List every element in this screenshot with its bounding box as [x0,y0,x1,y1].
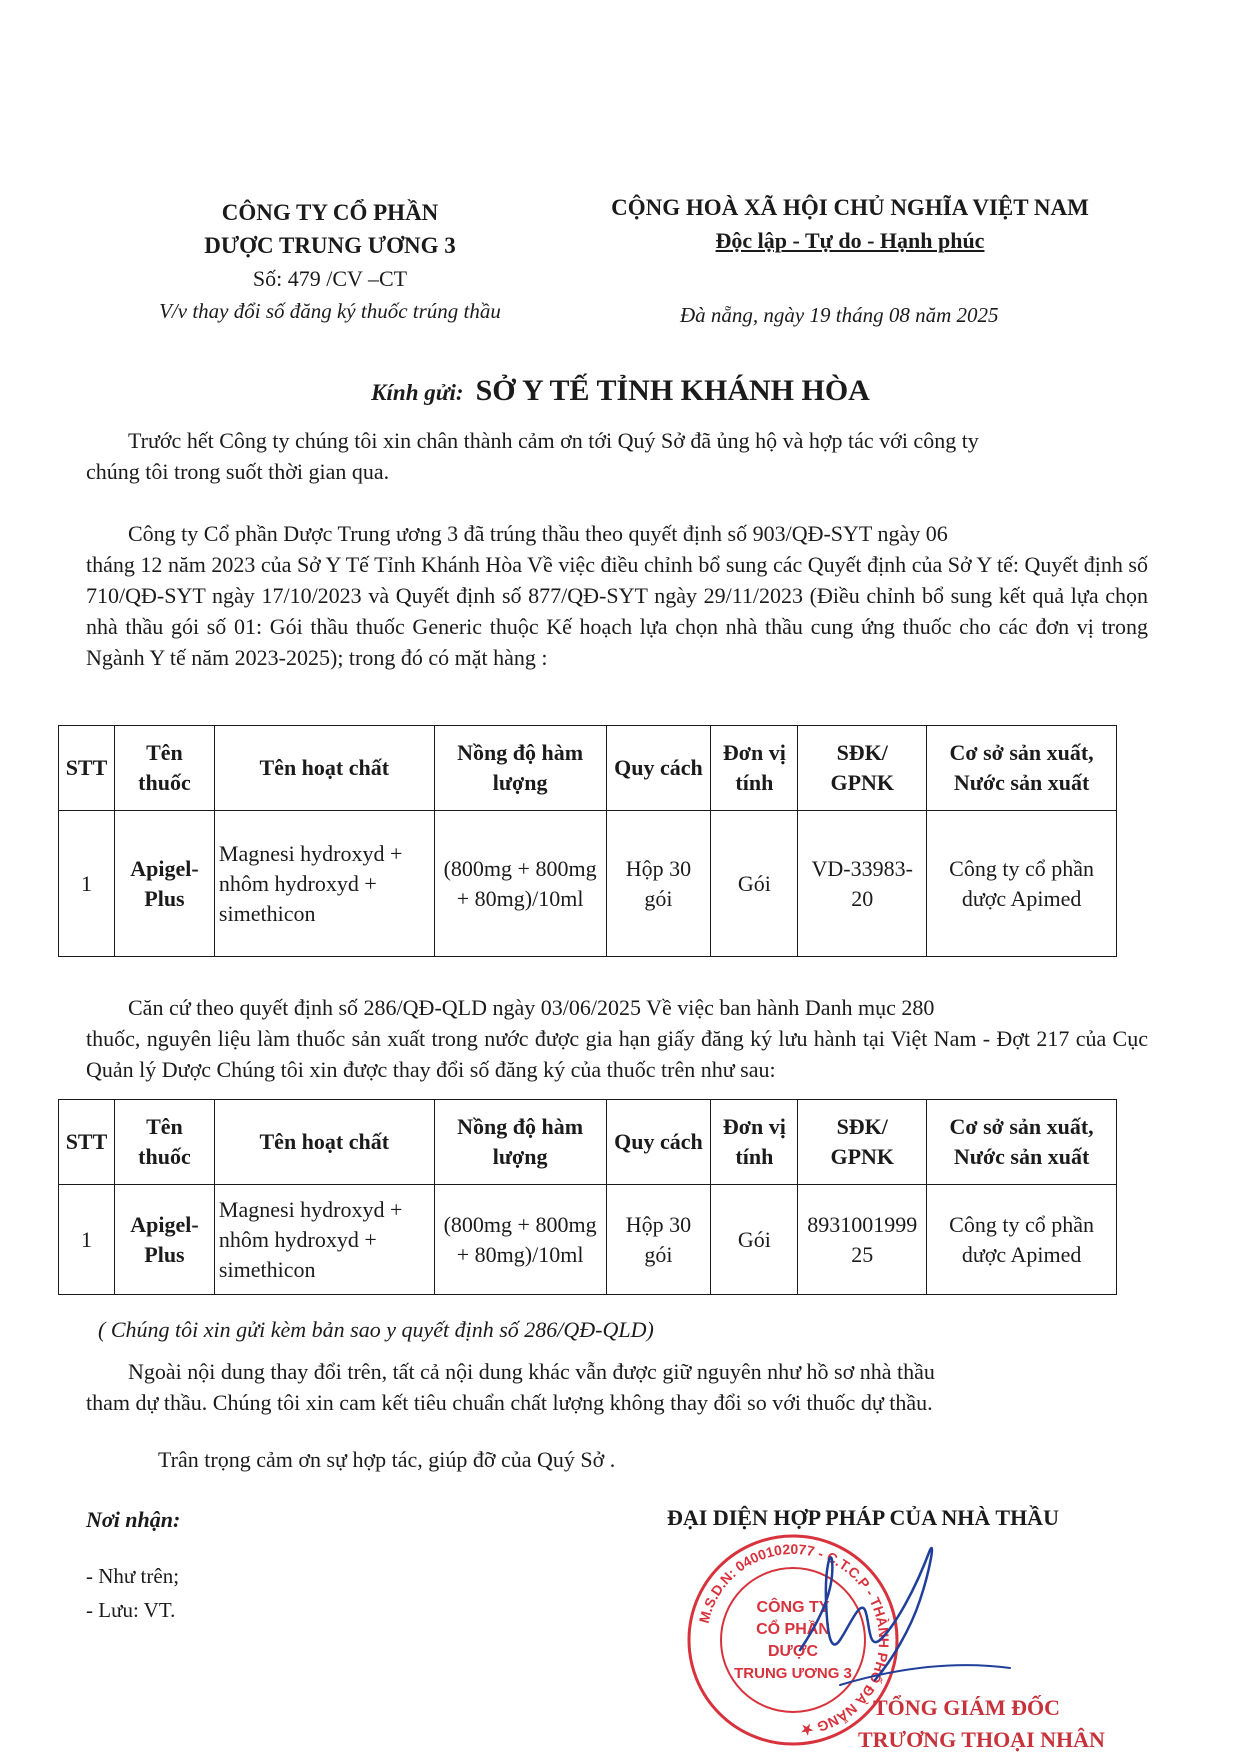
signer-position: TỔNG GIÁM ĐỐC [873,1695,1060,1720]
cell-maker: Công ty cổ phần dược Apimed [927,811,1117,957]
cell-pack: Hộp 30 gói [606,1185,711,1295]
cell-strength: (800mg + 800mg + 80mg)/10ml [434,811,606,957]
cell-stt: 1 [59,1185,115,1295]
col-strength: Nồng độ hàm lượng [434,1100,606,1185]
paragraph-text: tham dự thầu. Chúng tôi xin cam kết tiêu chuẩn chất lượng không thay đổi so với thuốc dự thầu. [86,1390,933,1415]
national-header [585,191,1115,257]
col-unit: Đơn vị tính [711,1100,798,1185]
drug-table-updated [58,1099,1117,1295]
col-unit: Đơn vị tính [711,726,798,811]
republic-title: CỘNG HOÀ XÃ HỘI CHỦ NGHĨA VIỆT NAM [611,195,1089,220]
greeting [0,374,1241,408]
col-maker: Cơ sở sản xuất, Nước sản xuất [927,726,1117,811]
paragraph-text: tháng 12 năm 2023 của Sở Y Tế Tỉnh Khánh Hòa Về việc điều chỉnh bổ sung các Quyết định của Sở Y tế: Quyết định số 710/QĐ-SYT ngày 17/10/2023 và Quyết định số 877/QĐ-SYT ngày 29/11/2023 (Điều chỉnh bổ sung kết quả lựa chọn nhà thầu gói số 01: Gói thầu thuốc Generic thuộc Kế hoạch lựa chọn nhà thầu cung ứng thuốc cho các đơn vị trong Ngành Y tế năm 2023-2025); trong đó có mặt hàng : [86,552,1148,670]
cell-name: Apigel-Plus [114,811,214,957]
paragraph-line: Trước hết Công ty chúng tôi xin chân thành cảm ơn tới Quý Sở đã ủng hộ và hợp tác với công ty [128,428,979,453]
paragraph-line: Trân trọng cảm ơn sự hợp tác, giúp đỡ của Quý Sở . [158,1447,616,1472]
col-pack: Quy cách [606,1100,711,1185]
recipient-item: - Lưu: VT. [86,1598,176,1622]
col-ingredient: Tên hoạt chất [214,726,434,811]
paragraph-closing [86,1444,1148,1475]
col-ingredient: Tên hoạt chất [214,1100,434,1185]
table-row [59,811,1117,957]
col-name: Tên thuốc [114,1100,214,1185]
representative-title: ĐẠI DIỆN HỢP PHÁP CỦA NHÀ THẦU [667,1505,1059,1530]
paragraph-tender [86,518,1148,673]
cell-ingredient: Magnesi hydroxyd + nhôm hydroxyd + simethicon [214,811,434,957]
svg-text:M.S.D.N: 0400102077 - C.T.C.P: M.S.D.N: 0400102077 - C.T.C.P - THÀNH PHỐ ĐÀ NẴNG ★ [695,1540,893,1739]
paragraph-decision [86,992,1148,1085]
recipients-title: Nơi nhận: [86,1507,181,1532]
cell-pack: Hộp 30 gói [606,811,711,957]
paragraph-line: Ngoài nội dung thay đổi trên, tất cả nội dung khác vẫn được giữ nguyên như hồ sơ nhà thầu [128,1359,935,1384]
svg-text:DƯỢC: DƯỢC [767,1643,819,1660]
handwritten-signature-icon [780,1530,1030,1690]
cell-maker: Công ty cổ phần dược Apimed [927,1185,1117,1295]
cell-unit: Gói [711,1185,798,1295]
table-header-row [59,1100,1117,1185]
svg-text:CỔ PHẦN: CỔ PHẦN [756,1621,830,1638]
recipient-item: - Như trên; [86,1564,180,1588]
svg-text:TRUNG ƯƠNG 3: TRUNG ƯƠNG 3 [734,1665,852,1682]
signer-name: TRƯƠNG THOẠI NHÂN [858,1727,1105,1752]
col-stt: STT [59,1100,115,1185]
paragraph-thanks [86,425,1148,487]
svg-text:CÔNG TY: CÔNG TY [756,1599,830,1616]
cell-name: Apigel-Plus [114,1185,214,1295]
col-pack: Quy cách [606,726,711,811]
cell-reg: 893100199925 [798,1185,927,1295]
drug-table-original [58,725,1117,957]
paragraph-commitment [86,1356,1148,1418]
attachment-note: ( Chúng tôi xin gửi kèm bản sao y quyết định số 286/QĐ-QLD) [98,1317,654,1342]
cell-reg: VD-33983-20 [798,811,927,957]
col-reg: SĐK/ GPNK [798,1100,927,1185]
document-date: Đà nẵng, ngày 19 tháng 08 năm 2025 [680,303,999,327]
national-motto: Độc lập - Tự do - Hạnh phúc [715,228,985,253]
table-header-row [59,726,1117,811]
sender-block [150,196,510,328]
col-maker: Cơ sở sản xuất, Nước sản xuất [927,1100,1117,1185]
paragraph-line: Công ty Cổ phần Dược Trung ương 3 đã trúng thầu theo quyết định số 903/QĐ-SYT ngày 06 [128,521,948,546]
paragraph-text: chúng tôi trong suốt thời gian qua. [86,459,390,484]
cell-strength: (800mg + 800mg + 80mg)/10ml [434,1185,606,1295]
paragraph-line: Căn cứ theo quyết định số 286/QĐ-QLD ngày 03/06/2025 Về việc ban hành Danh mục 280 [128,995,935,1020]
company-name-line1: CÔNG TY CỔ PHẦN [221,200,439,225]
document-number: Số: 479 /CV –CT [252,266,408,291]
company-name-line2: DƯỢC TRUNG ƯƠNG 3 [204,233,456,258]
cell-unit: Gói [711,811,798,957]
col-stt: STT [59,726,115,811]
col-reg: SĐK/ GPNK [798,726,927,811]
paragraph-text: thuốc, nguyên liệu làm thuốc sản xuất trong nước được gia hạn giấy đăng ký lưu hành tại Việt Nam - Đợt 217 của Cục Quản lý Dược Chúng tôi xin được thay đổi số đăng ký của thuốc trên như sau: [86,1026,1148,1082]
table-row [59,1185,1117,1295]
col-name: Tên thuốc [114,726,214,811]
greeting-recipient: SỞ Y TẾ TỈNH KHÁNH HÒA [475,374,870,407]
cell-ingredient: Magnesi hydroxyd + nhôm hydroxyd + simethicon [214,1185,434,1295]
greeting-label: Kính gửi: [371,380,464,405]
col-strength: Nồng độ hàm lượng [434,726,606,811]
cell-stt: 1 [59,811,115,957]
document-subject: V/v thay đổi số đăng ký thuốc trúng thầu [159,299,501,323]
